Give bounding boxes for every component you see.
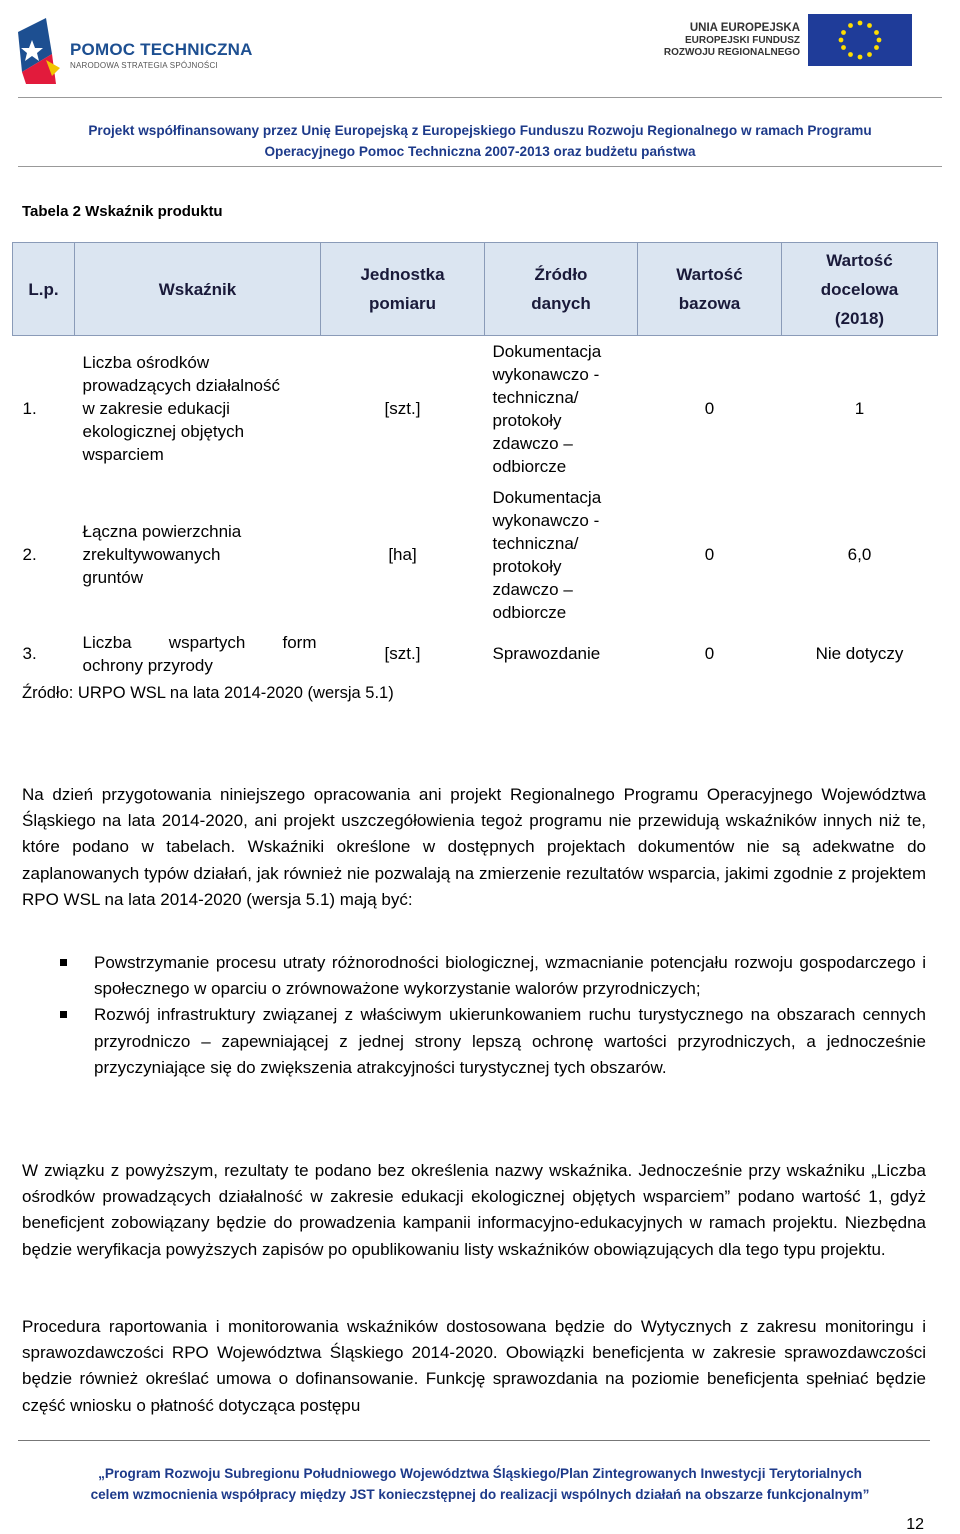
header-divider-bottom <box>18 166 942 167</box>
table-row <box>13 628 938 680</box>
list-item: Rozwój infrastruktury związanej z właściwym ukierunkowaniem ruchu turystycznego na obszarach cennych przyrodniczo – zapewniającej z jednej strony lepszą ochronę wartości przyrodniczych, a jednocześnie przyczyniające się do zwiększenia atrakcyjności turystycznej tych obszarów. <box>58 1002 926 1081</box>
header-lp: L.p. <box>13 243 75 336</box>
row-base-value: 0 <box>704 545 715 564</box>
table-caption: Tabela 2 Wskaźnik produktu <box>22 203 223 220</box>
header-target-value: Wartość docelowa (2018) <box>782 243 938 336</box>
results-list <box>58 950 926 1081</box>
logo-left-title: POMOC TECHNICZNA <box>70 40 253 59</box>
list-item: Powstrzymanie procesu utraty różnorodności biologicznej, wzmacnianie potencjału rozwoju gospodarczego i społecznego w oparciu o zrównoważone wykorzystanie walorów przyrodniczych; <box>58 950 926 1002</box>
row-indicator: Liczba ośrodków prowadzących działalność w zakresie edukacji ekologicznej objętych wsparciem <box>82 353 280 465</box>
eu-flag-icon <box>808 14 912 66</box>
pomoc-techniczna-logo <box>12 14 252 86</box>
row-base-value: 0 <box>704 644 715 663</box>
row-target-value: Nie dotyczy <box>815 644 904 663</box>
paragraph-results: W związku z powyższym, rezultaty te podano bez określenia nazwy wskaźnika. Jednocześnie przy wskaźniku „Liczba ośrodków prowadzących działalność w zakresie edukacji ekologicznej objętych wsparciem” podano wartość 1, gdyż beneficjent zobowiązany będzie do prowadzenia kampanii informacyjno-edukacyjnych w ramach projektu. Niezbędna będzie weryfikacja powyższych zapisów po opublikowaniu listy wskaźników obowiązujących dla tego typu projektu. <box>22 1161 926 1259</box>
table-row <box>13 482 938 628</box>
row-source: Dokumentacja wykonawczo - techniczna/ protokoły zdawczo – odbiorcze <box>492 341 602 476</box>
eu-logo-line2: EUROPEJSKI FUNDUSZ <box>684 35 800 46</box>
row-source: Dokumentacja wykonawczo - techniczna/ protokoły zdawczo – odbiorcze <box>492 487 602 622</box>
row-unit: [szt.] <box>384 644 421 663</box>
cofinancing-note <box>20 120 940 162</box>
row-unit: [szt.] <box>384 399 421 419</box>
cofinancing-line2: Operacyjnego Pomoc Techniczna 2007-2013 oraz budżetu państwa <box>264 144 696 159</box>
eu-logo-line3: ROZWOJU REGIONALNEGO <box>663 47 800 58</box>
row-lp: 3. <box>22 644 37 663</box>
square-bullet-icon <box>60 1011 67 1018</box>
row-base-value: 0 <box>704 399 715 419</box>
table-header-row <box>13 243 938 336</box>
eu-logo-line1: UNIA EUROPEJSKA <box>689 22 800 34</box>
footer-note <box>10 1463 950 1505</box>
row-lp: 1. <box>22 399 37 419</box>
header-unit: Jednostka pomiaru <box>321 243 485 336</box>
logo-left-subtitle: NARODOWA STRATEGIA SPÓJNOŚCI <box>70 61 218 70</box>
table-source-note: Źródło: URPO WSL na lata 2014-2020 (wersja 5.1) <box>22 684 394 702</box>
table-row <box>13 336 938 482</box>
row-target-value: 6,0 <box>847 545 872 564</box>
row-source: Sprawozdanie <box>492 644 601 663</box>
cofinancing-line1: Projekt współfinansowany przez Unię Europejską z Europejskiego Funduszu Rozwoju Regionalnego w ramach Programu <box>88 123 872 138</box>
row-lp: 2. <box>22 545 37 564</box>
row-target-value: 1 <box>854 399 865 419</box>
header-indicator: Wskaźnik <box>75 243 321 336</box>
row-indicator: Łączna powierzchnia zrekultywowanych gruntów <box>82 522 242 587</box>
page-number: 12 <box>906 1516 924 1533</box>
square-bullet-icon <box>60 959 67 966</box>
header-divider <box>18 97 942 98</box>
star-flag-icon <box>12 14 68 86</box>
footer-line2: celem wzmocnienia współpracy między JST konieczstępnej do realizacji wspólnych działań na obszarze funkcjonalnym” <box>90 1487 870 1502</box>
footer-line1: „Program Rozwoju Subregionu Południowego Województwa Śląskiego/Plan Zintegrowanych Inwestycji Terytorialnych <box>98 1466 862 1481</box>
eu-logo <box>663 14 912 66</box>
paragraph-reporting: Procedura raportowania i monitorowania wskaźników dostosowana będzie do Wytycznych z zakresu monitoringu i sprawozdawczości RPO Województwa Śląskiego 2014-2020. Obowiązki beneficjenta w zakresie sprawozdawczości będzie również określać umowa o dofinansowanie. Funkcję sprawozdania na poziomie beneficjenta spełniać będzie część wniosku o płatność dotycząca postępu <box>22 1317 926 1415</box>
footer-divider <box>18 1440 930 1441</box>
header-source: Źródło danych <box>485 243 638 336</box>
paragraph-intro: Na dzień przygotowania niniejszego opracowania ani projekt Regionalnego Programu Operacyjnego Województwa Śląskiego na lata 2014-2020, ani projekt uszczegółowienia tegoż programu nie przewidują wskaźników innych niż te, które podano w tabelach. Wskaźniki określone w dostępnych projektach dokumentów nie są adekwatne do zaplanowanych typów działań, jak również nie pozwalają na zmierzenie rezultatów wsparcia, jakimi zgodnie z projektem RPO WSL na lata 2014-2020 (wersja 5.1) mają być: <box>22 785 926 909</box>
indicator-table <box>12 242 938 680</box>
row-indicator: Liczba wspartych form ochrony przyrody <box>82 632 317 675</box>
header-base-value: Wartość bazowa <box>638 243 782 336</box>
row-unit: [ha] <box>388 545 417 564</box>
